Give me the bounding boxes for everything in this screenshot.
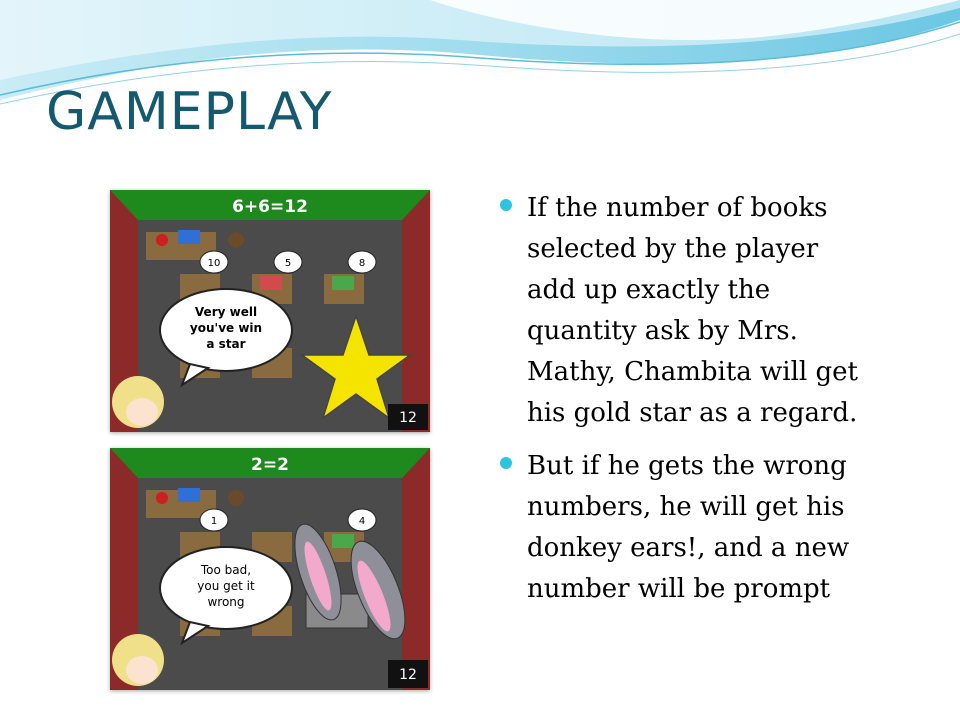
speech-line: wrong	[207, 595, 245, 609]
gameplay-screenshot-win	[110, 190, 430, 432]
apple-icon	[156, 492, 168, 504]
counter-value: 12	[399, 410, 417, 426]
books-icon	[260, 276, 282, 290]
books-icon	[332, 276, 354, 290]
equation-text: 6+6=12	[232, 197, 308, 217]
speech-line: Too bad,	[200, 563, 252, 577]
bullet-dot-icon	[500, 457, 512, 469]
bullet-text: If the number of books selected by the player add up exactly the quantity ask by Mrs. Mathy, Chambita will get his gold star as a regard.	[527, 193, 858, 428]
student-sprite	[228, 232, 244, 248]
right-wall	[402, 448, 430, 690]
bubble-number: 10	[207, 258, 221, 269]
bullet-text: But if he gets the wrong numbers, he will get his donkey ears!, and a new number will be prompt	[527, 451, 850, 604]
bubble-number: 4	[358, 516, 366, 527]
bullet-item	[496, 188, 916, 434]
bubble-number: 5	[284, 258, 292, 269]
books-icon	[178, 230, 200, 244]
speech-line: you've win	[189, 321, 263, 335]
books-icon	[178, 488, 200, 502]
apple-icon	[156, 234, 168, 246]
slide-title: GAMEPLAY	[46, 82, 333, 142]
bullet-list	[496, 188, 916, 622]
student-sprite	[228, 490, 244, 506]
bubble-number: 1	[210, 516, 218, 527]
speech-line: you get it	[197, 579, 255, 593]
counter-value: 12	[399, 667, 417, 683]
speech-line: a star	[206, 337, 246, 351]
speech-line: Very well	[194, 305, 258, 319]
books-icon	[332, 534, 354, 548]
bubble-number: 8	[358, 258, 366, 269]
gameplay-screenshot-lose	[110, 448, 430, 690]
right-wall	[402, 190, 430, 432]
bullet-dot-icon	[500, 199, 512, 211]
bullet-item	[496, 446, 916, 610]
equation-text: 2=2	[251, 455, 289, 475]
